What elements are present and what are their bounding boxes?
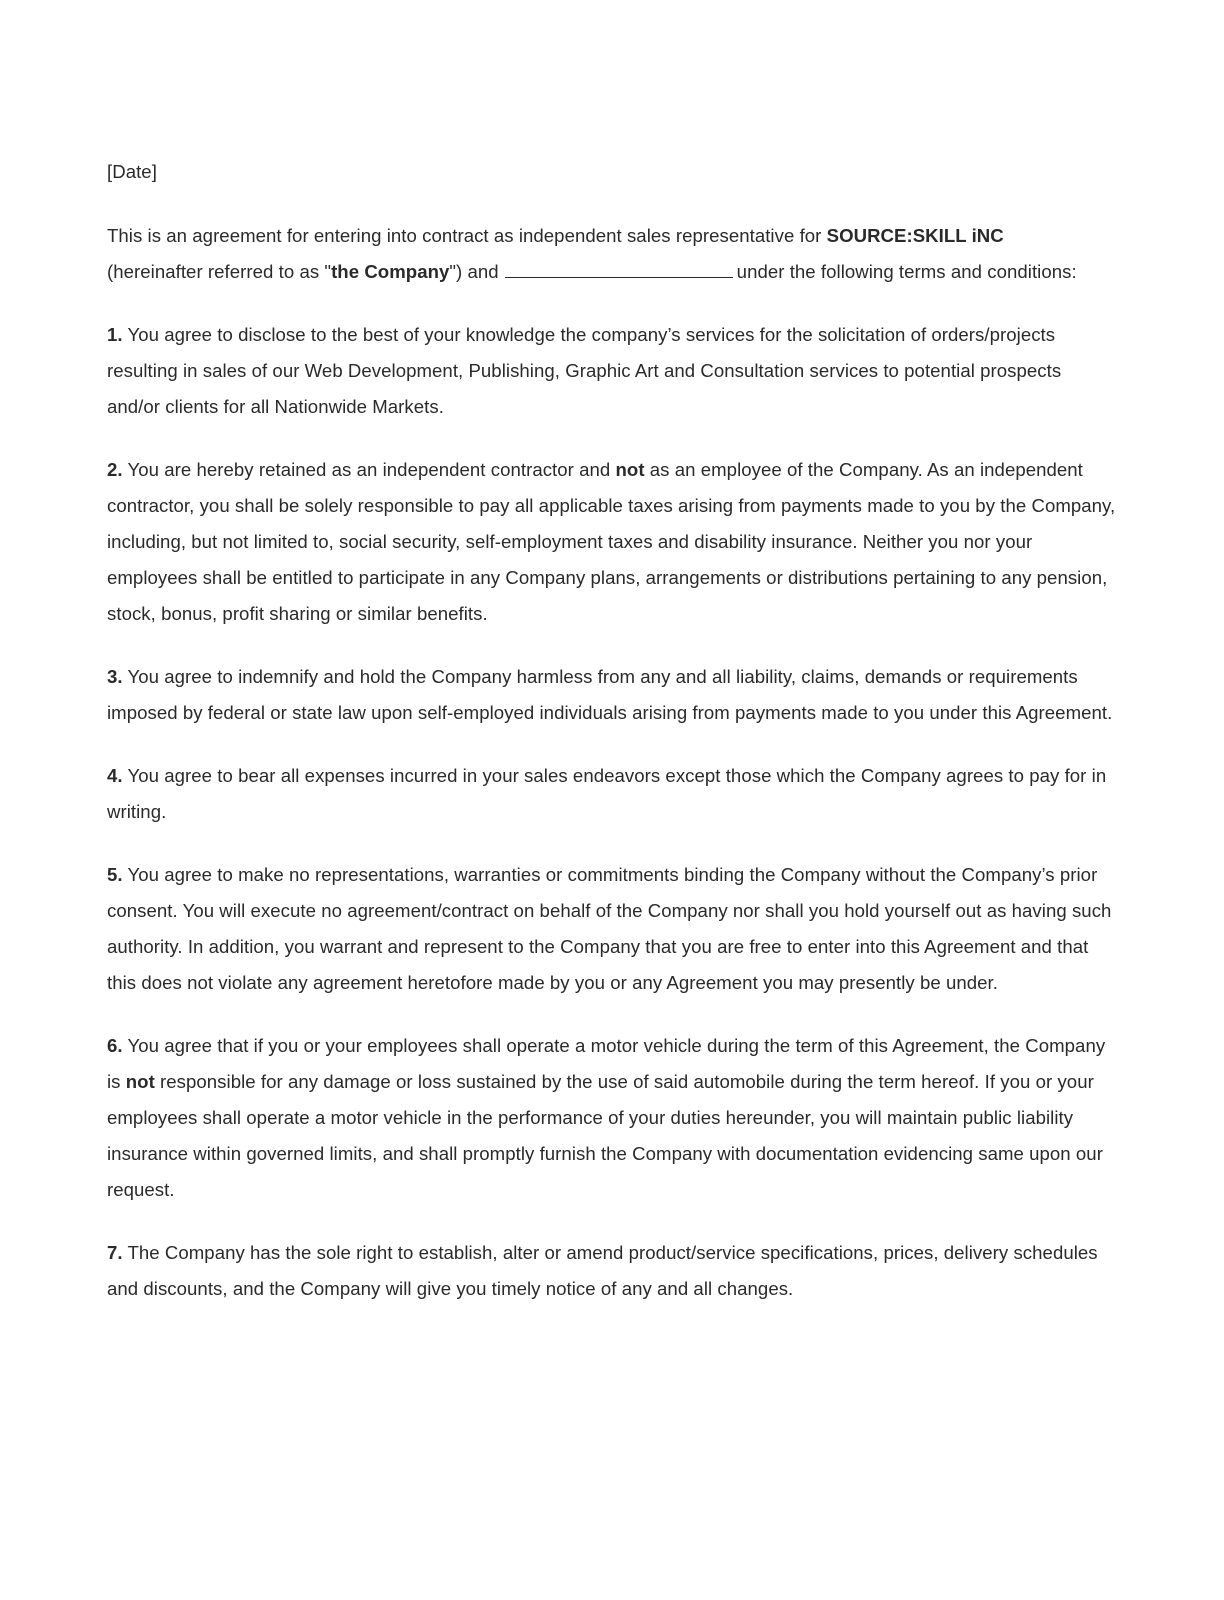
clause-6 bbox=[107, 1028, 1117, 1208]
clause-text: responsible for any damage or loss sustained by the use of said automobile during the term hereof. If you or your employees shall operate a motor vehicle in the performance of your duties hereunder, you will maintain public liability insurance within governed limits, and shall promptly furnish the Company with documentation evidencing same upon our request. bbox=[107, 1071, 1103, 1200]
intro-text-4: under the following terms and conditions: bbox=[736, 261, 1077, 282]
company-name: SOURCE:SKILL iNC bbox=[826, 225, 1004, 246]
clause-2 bbox=[107, 452, 1117, 632]
clause-number: 2. bbox=[107, 459, 123, 480]
clause-text: You agree that if you or your employees shall operate a motor vehicle during the term of this Agreement, the Company is bbox=[107, 1035, 1106, 1092]
intro-text-2: (hereinafter referred to as " bbox=[107, 261, 332, 282]
intro-paragraph bbox=[107, 218, 1117, 290]
clause-4 bbox=[107, 758, 1117, 830]
clause-1 bbox=[107, 317, 1117, 425]
clause-5 bbox=[107, 857, 1117, 1001]
clause-number: 4. bbox=[107, 765, 123, 786]
clause-emphasis: not bbox=[125, 1071, 155, 1092]
intro-text-3: ") and bbox=[449, 261, 499, 282]
intro-text-1: This is an agreement for entering into contract as independent sales representative for bbox=[107, 225, 827, 246]
clause-text: You agree to indemnify and hold the Company harmless from any and all liability, claims, demands or requirements imposed by federal or state law upon self-employed individuals arising from payments made to you under this Agreement. bbox=[107, 666, 1113, 723]
clause-text: The Company has the sole right to establish, alter or amend product/service specifications, prices, delivery schedules and discounts, and the Company will give you timely notice of any and all changes. bbox=[107, 1242, 1098, 1299]
clause-number: 3. bbox=[107, 666, 123, 687]
clause-text: You agree to bear all expenses incurred in your sales endeavors except those which the Company agrees to pay for in writing. bbox=[107, 765, 1107, 822]
company-reference: the Company bbox=[331, 261, 450, 282]
clause-text: as an employee of the Company. As an independent contractor, you shall be solely responsible to pay all applicable taxes arising from payments made to you by the Company, including, but not limited to, social security, self-employment taxes and disability insurance. Neither you nor your employees shall be entitled to participate in any Company plans, arrangements or distributions pertaining to any pension, stock, bonus, profit sharing or similar benefits. bbox=[107, 459, 1116, 624]
clause-number: 5. bbox=[107, 864, 123, 885]
clause-7 bbox=[107, 1235, 1117, 1307]
clause-text: You agree to make no representations, warranties or commitments binding the Company without the Company’s prior consent. You will execute no agreement/contract on behalf of the Company nor shall you hold yourself out as having such authority. In addition, you warrant and represent to the Company that you are free to enter into this Agreement and that this does not violate any agreement heretofore made by you or any Agreement you may presently be under. bbox=[107, 864, 1112, 993]
date-placeholder: [Date] bbox=[107, 161, 157, 182]
clause-number: 6. bbox=[107, 1035, 123, 1056]
clause-emphasis: not bbox=[615, 459, 645, 480]
clause-3 bbox=[107, 659, 1117, 731]
clause-text: You are hereby retained as an independent contractor and bbox=[122, 459, 616, 480]
clause-text: You agree to disclose to the best of your knowledge the company’s services for the solicitation of orders/projects resulting in sales of our Web Development, Publishing, Graphic Art and Consultation services to potential prospects and/or clients for all Nationwide Markets. bbox=[107, 324, 1062, 417]
clause-number: 1. bbox=[107, 324, 123, 345]
contractor-name-blank[interactable] bbox=[505, 259, 733, 278]
clause-number: 7. bbox=[107, 1242, 123, 1263]
agreement-body bbox=[107, 154, 1117, 1334]
